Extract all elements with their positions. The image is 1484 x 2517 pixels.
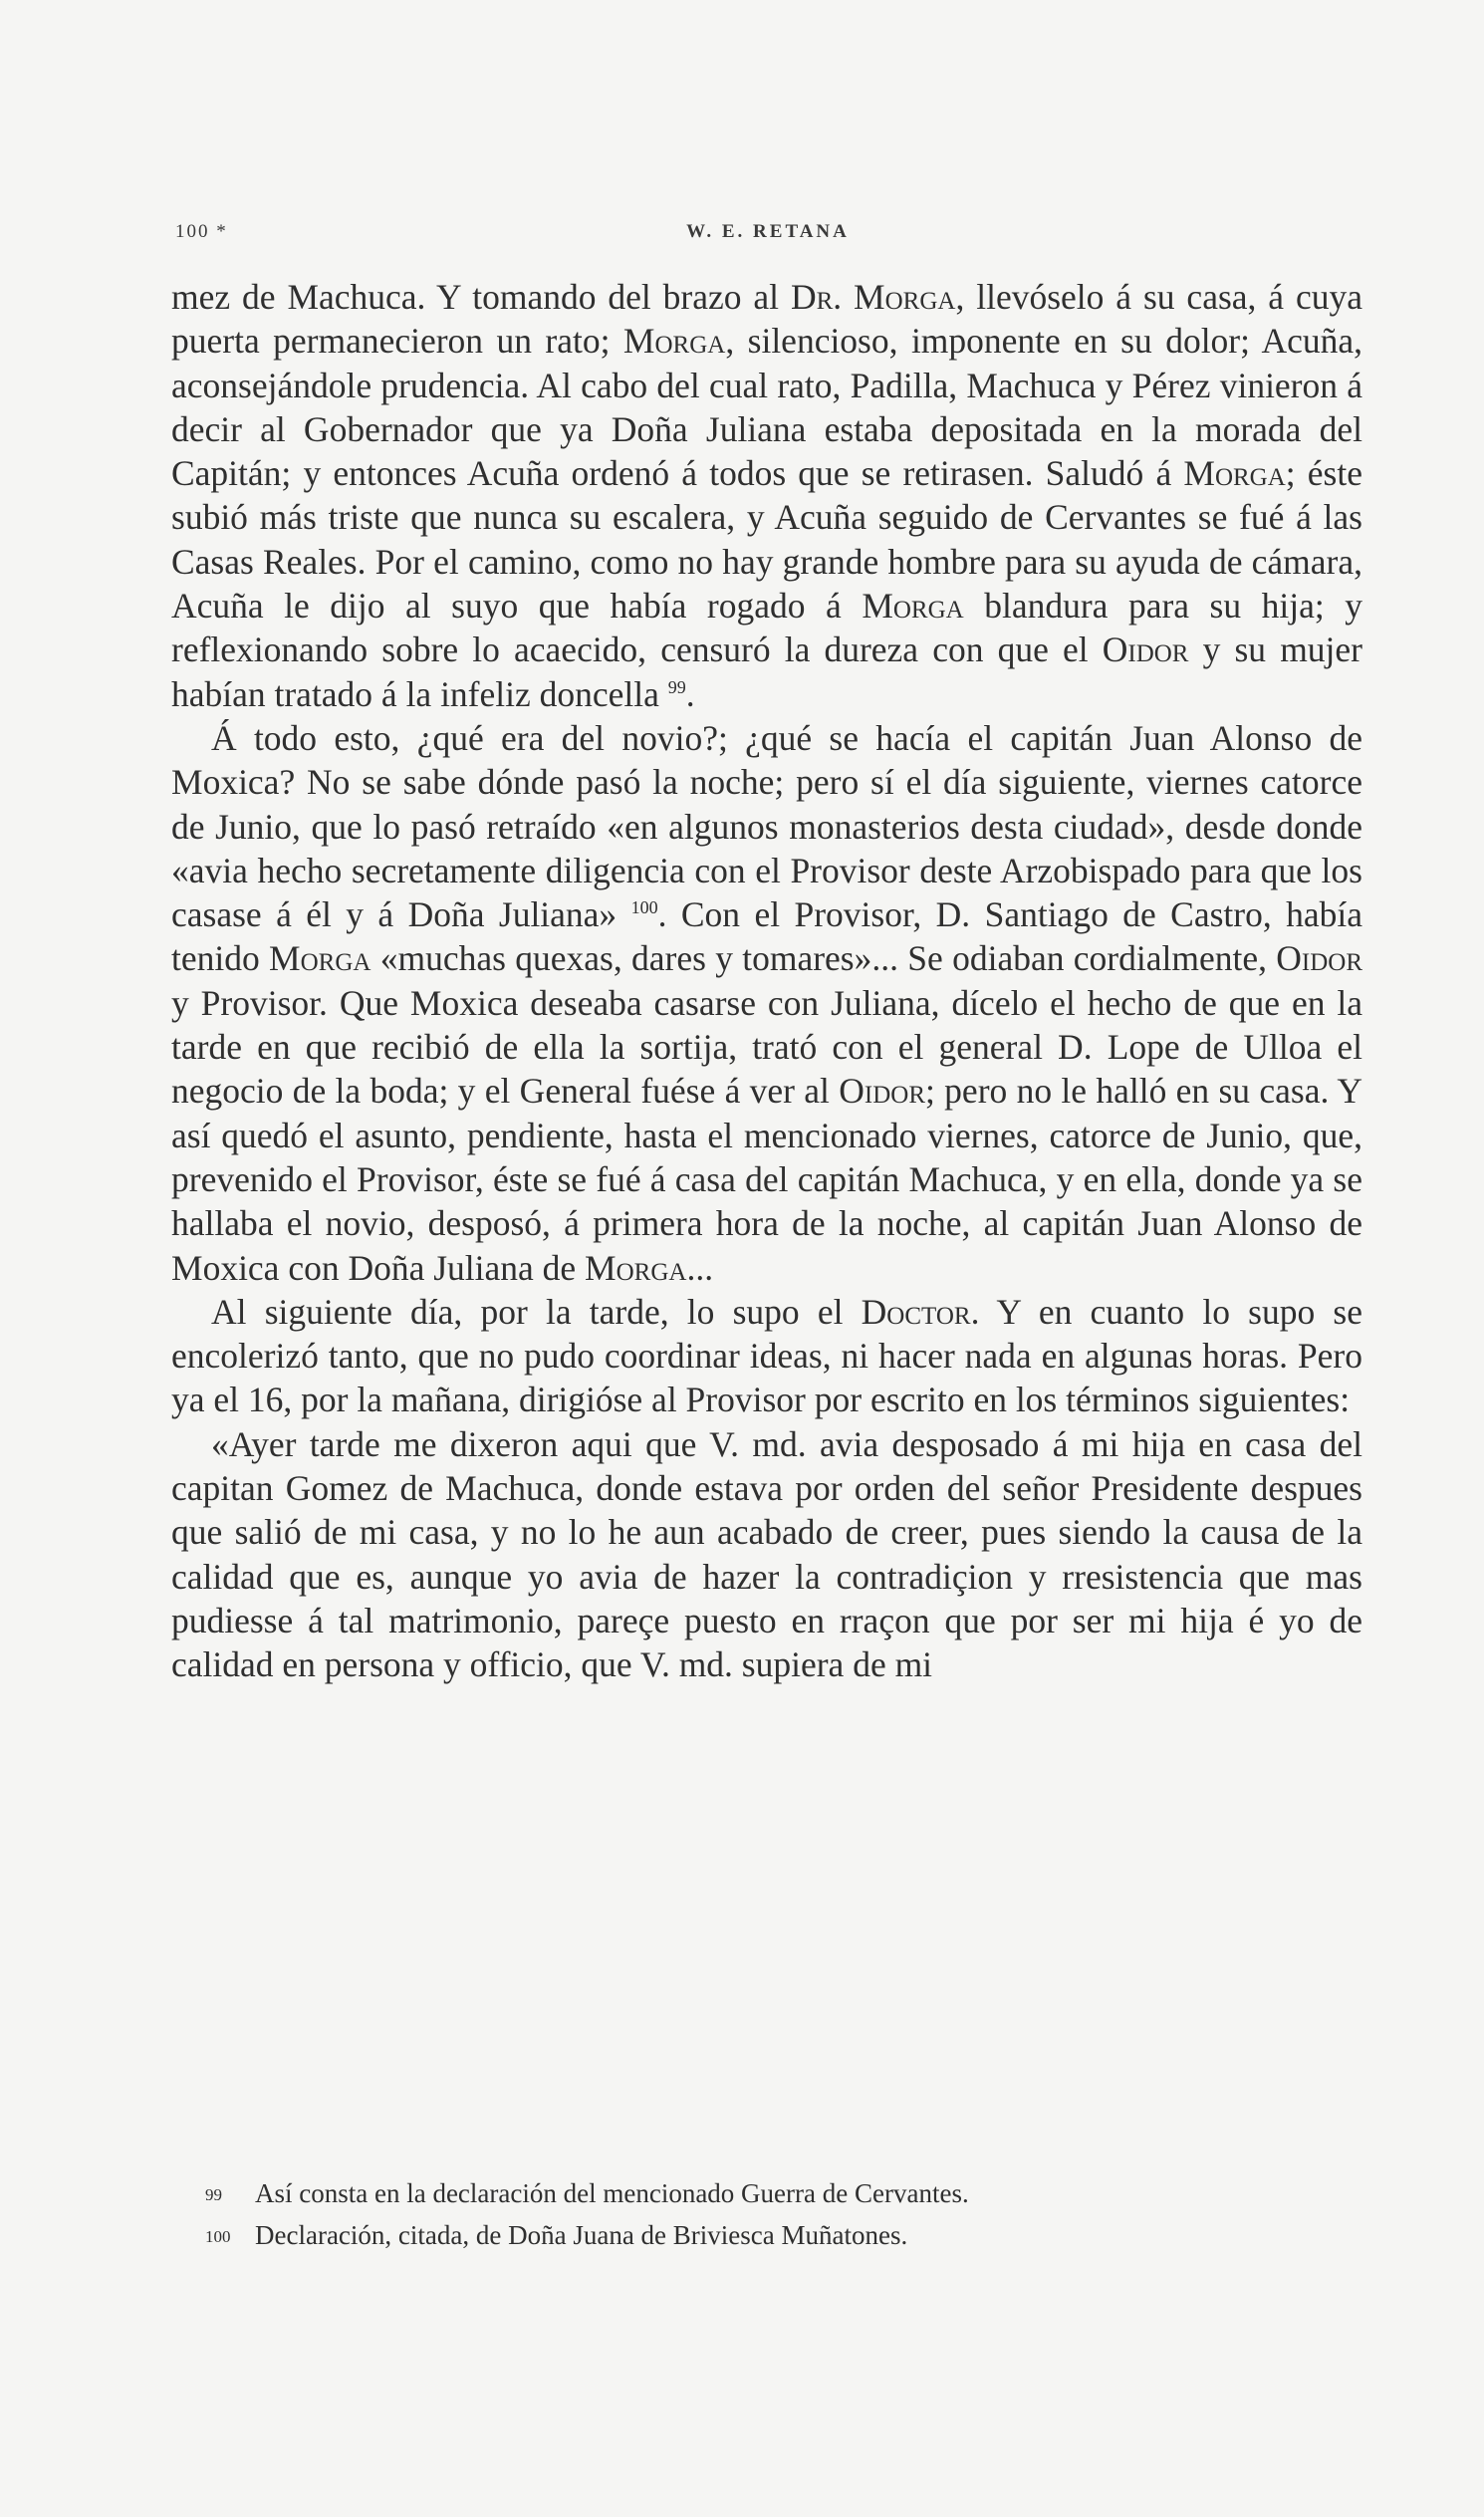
text-run: Al siguiente día, por la tarde, lo supo el [211,1291,862,1332]
text-run: , llevóselo á su casa, á cuya puerta permanecieron un rato; [171,277,1362,362]
text-run: mez de Machuca. Y tomando del brazo al [171,277,791,317]
page-number: 100 * [175,221,228,242]
footnote-99 [205,2173,1360,2215]
text-run: . Con el Provisor, D. Santiago de Castro, había tenido [171,894,1362,979]
footnote-text: Declaración, citada, de Doña Juana de Briviesca Muñatones. [255,2220,908,2250]
text-run: . Y en cuanto lo supo se encolerizó tanto, que no pudo coordinar ideas, ni hacer nada en algunas horas. Pero ya el 16, por la mañana, dirigióse al Provisor por escrito en los términos siguientes: [171,1291,1362,1420]
footnote-text: Así consta en la declaración del mencionado Guerra de Cervantes. [255,2178,969,2208]
footnote-number: 100 [205,2227,231,2246]
page-header [175,215,1360,255]
footnote-100 [205,2215,1360,2257]
name-small-caps: Oidor [839,1071,925,1112]
running-title: W. E. RETANA [686,221,850,242]
name-small-caps: Oidor [1276,938,1363,979]
name-small-caps: Oidor [1102,629,1189,670]
footnote-ref-100[interactable]: 100 [630,897,658,918]
name-small-caps: Morga [585,1247,687,1288]
paragraph-2 [171,716,1362,1290]
name-small-caps: Morga [622,321,726,362]
text-run: ; pero no le halló en su casa. Y así quedó el asunto, pendiente, hasta el mencionado viernes, catorce de Junio, que, prevenido el Provisor, éste se fué á casa del capitán Machuca, y en ella, donde ya se hallaba el novio, desposó, á primera hora de la noche, al capitán Juan Alonso de Moxica con Doña Juliana de [171,1071,1362,1288]
name-small-caps: Dr. Morga [790,277,956,317]
body-text [171,275,1362,1687]
paragraph-4-quote: «Ayer tarde me dixeron aqui que V. md. avia desposado á mi hija en casa del capitan Gomez de Machuca, donde estava por orden del señor Presidente despues que salió de mi casa, y no lo he aun acabado de creer, pues siendo la causa de la calidad que es, aunque yo avia de hazer la contradiçion y rresistencia que mas pudiesse á tal matrimonio, pareçe puesto en rraçon que por ser mi hija é yo de calidad en persona y officio, que V. md. supiera de mi [171,1423,1362,1685]
name-small-caps: Doctor [861,1291,971,1332]
footnotes [205,2173,1360,2257]
footnote-ref-99[interactable]: 99 [667,676,686,697]
text-run: y Provisor. Que Moxica deseaba casarse con Juliana, dícelo el hecho de que en la tarde en que recibió de ella la sortija, trató con el general D. Lope de Ulloa el negocio de la boda; y el General fuése á ver al [171,982,1362,1112]
text-run: «muchas quexas, dares y tomares»... Se odiaban cordialmente, [371,938,1277,979]
name-small-caps: Morga [269,938,371,979]
text-run: Á todo esto, ¿qué era del novio?; ¿qué se hacía el capitán Juan Alonso de Moxica? No se sabe dónde pasó la noche; pero sí el día siguiente, viernes catorce de Junio, que lo pasó retraído «en algunos monasterios desta ciudad», desde donde «avia hecho secretamente diligencia con el Provisor deste Arzobispado para que los casase á él y á Doña Juliana» [171,717,1362,935]
text-run: y su mujer habían tratado á la infeliz doncella [171,629,1362,714]
name-small-caps: Morga [862,586,964,627]
text-run: blandura para su hija; y reflexionando sobre lo acaecido, censuró la dureza con que el [171,586,1362,670]
name-small-caps: Morga [1183,453,1286,494]
paragraph-1 [171,275,1362,716]
text-run: , silencioso, imponente en su dolor; Acuña, aconsejándole prudencia. Al cabo del cual rato, Padilla, Machuca y Pérez vinieron á decir al Gobernador que ya Doña Juliana estaba depositada en la morada del Capitán; y entonces Acuña ordenó á todos que se retirasen. Saludó á [171,321,1362,494]
footnote-number: 99 [205,2185,222,2204]
text-run: ... [686,1247,714,1288]
text-run: ; éste subió más triste que nunca su escalera, y Acuña seguido de Cervantes se fué á las Casas Reales. Por el camino, como no hay grande hombre para su ayuda de cámara, Acuña le dijo al suyo que había rogado á [171,453,1362,627]
paragraph-3 [171,1290,1362,1422]
text-run: . [685,673,695,714]
